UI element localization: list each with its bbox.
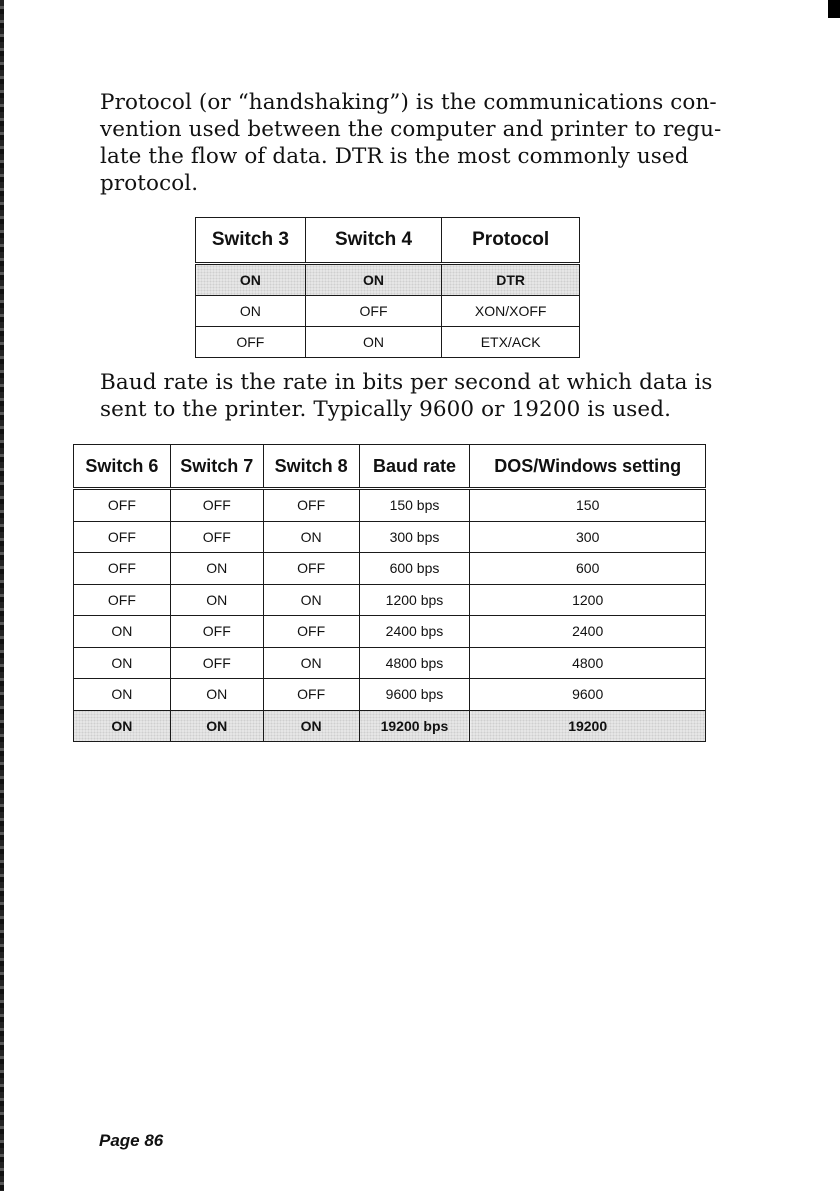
paragraph-line: protocol. xyxy=(100,171,199,196)
header-baud-rate: Baud rate xyxy=(359,445,470,489)
table-row xyxy=(74,647,706,679)
table-cell: OFF xyxy=(170,616,263,648)
table-cell: 300 bps xyxy=(359,521,470,553)
table-cell: ETX/ACK xyxy=(442,327,580,358)
table-cell: OFF xyxy=(263,553,359,585)
table-cell: 600 bps xyxy=(359,553,470,585)
header-switch-7: Switch 7 xyxy=(170,445,263,489)
table-cell: 150 xyxy=(470,489,706,522)
table-row xyxy=(74,553,706,585)
table-cell: ON xyxy=(263,521,359,553)
scan-edge-left xyxy=(0,0,4,1191)
page-number: Page 86 xyxy=(99,1131,164,1150)
table-cell: ON xyxy=(74,710,171,742)
baud-rate-paragraph xyxy=(100,369,713,423)
table-cell: 1200 xyxy=(470,584,706,616)
table-cell: ON xyxy=(305,327,442,358)
table-cell: 2400 xyxy=(470,616,706,648)
table-cell: OFF xyxy=(305,296,442,327)
table-row xyxy=(74,679,706,711)
table-cell: ON xyxy=(305,264,442,296)
table-cell: OFF xyxy=(170,521,263,553)
table-cell: 4800 bps xyxy=(359,647,470,679)
table-cell: 2400 bps xyxy=(359,616,470,648)
table-cell: 4800 xyxy=(470,647,706,679)
table-cell: DTR xyxy=(442,264,580,296)
baud-rate-table xyxy=(73,444,706,742)
table-cell: ON xyxy=(170,553,263,585)
header-protocol: Protocol xyxy=(442,218,580,264)
table-row xyxy=(74,489,706,522)
table-cell: OFF xyxy=(263,616,359,648)
table-row-highlighted xyxy=(74,710,706,742)
table-row xyxy=(196,327,580,358)
table-cell: 600 xyxy=(470,553,706,585)
header-switch-4: Switch 4 xyxy=(305,218,442,264)
paragraph-line: Protocol (or “handshaking”) is the communications con- xyxy=(100,90,717,115)
table-cell: ON xyxy=(196,296,306,327)
table-cell: ON xyxy=(74,647,171,679)
table-cell: OFF xyxy=(170,489,263,522)
header-switch-8: Switch 8 xyxy=(263,445,359,489)
table-cell: ON xyxy=(170,710,263,742)
header-switch-6: Switch 6 xyxy=(74,445,171,489)
table-cell: ON xyxy=(196,264,306,296)
table-row xyxy=(196,296,580,327)
table-cell: OFF xyxy=(196,327,306,358)
paragraph-line: sent to the printer. Typically 9600 or 19200 is used. xyxy=(100,397,672,422)
table-row xyxy=(74,584,706,616)
paragraph-line: Baud rate is the rate in bits per second at which data is xyxy=(100,370,713,395)
paragraph-line: late the flow of data. DTR is the most commonly used xyxy=(100,144,689,169)
header-switch-3: Switch 3 xyxy=(196,218,306,264)
scan-mark-top-right xyxy=(828,0,840,18)
table-cell: 150 bps xyxy=(359,489,470,522)
table-cell: OFF xyxy=(170,647,263,679)
table-cell: OFF xyxy=(74,584,171,616)
table-row-highlighted xyxy=(196,264,580,296)
table-cell: ON xyxy=(263,584,359,616)
table-cell: ON xyxy=(74,616,171,648)
table-cell: OFF xyxy=(263,489,359,522)
table-header-row xyxy=(74,445,706,489)
table-cell: ON xyxy=(74,679,171,711)
table-cell: ON xyxy=(170,584,263,616)
table-header-row xyxy=(196,218,580,264)
table-cell: ON xyxy=(263,647,359,679)
table-cell: OFF xyxy=(74,489,171,522)
table-cell: 9600 bps xyxy=(359,679,470,711)
table-row xyxy=(74,521,706,553)
table-cell: OFF xyxy=(74,521,171,553)
table-cell: 1200 bps xyxy=(359,584,470,616)
header-dos-windows-setting: DOS/Windows setting xyxy=(470,445,706,489)
table-cell: ON xyxy=(263,710,359,742)
protocol-intro-paragraph xyxy=(100,89,722,197)
table-cell: 19200 bps xyxy=(359,710,470,742)
table-cell: ON xyxy=(170,679,263,711)
protocol-table xyxy=(195,217,580,358)
table-row xyxy=(74,616,706,648)
table-cell: 19200 xyxy=(470,710,706,742)
table-cell: OFF xyxy=(74,553,171,585)
table-cell: 9600 xyxy=(470,679,706,711)
table-cell: OFF xyxy=(263,679,359,711)
paragraph-line: vention used between the computer and printer to regu- xyxy=(100,117,722,142)
table-cell: 300 xyxy=(470,521,706,553)
table-cell: XON/XOFF xyxy=(442,296,580,327)
